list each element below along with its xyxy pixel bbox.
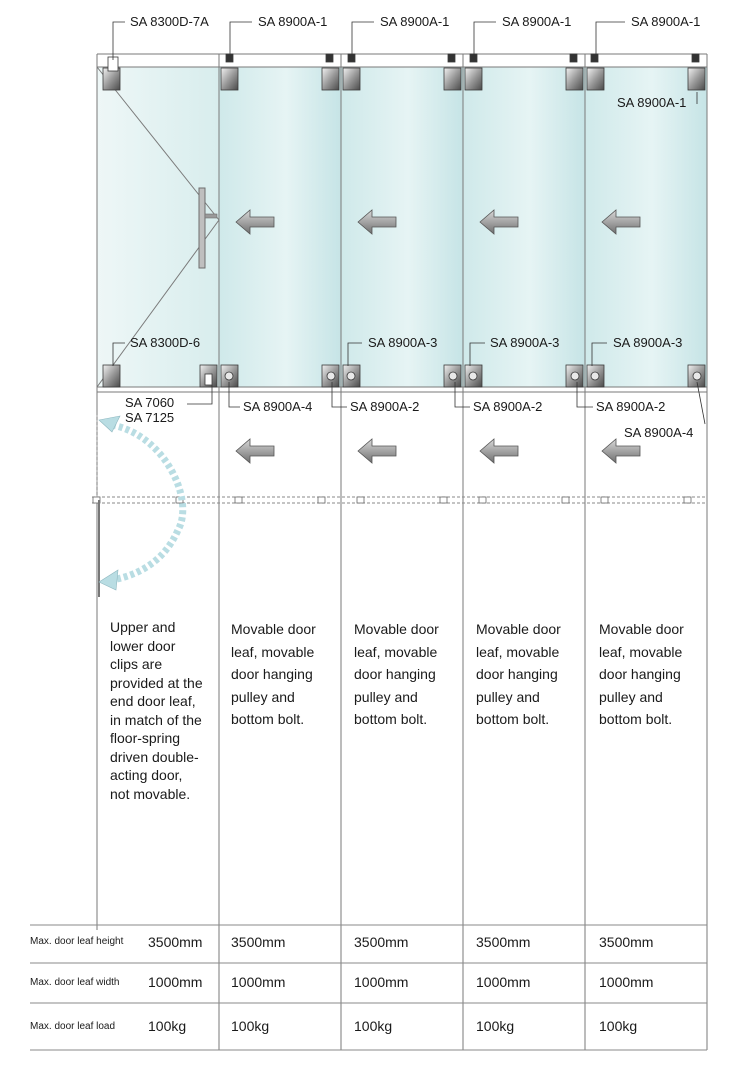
slide-arrow-5 [236,439,274,463]
description-leaf-3: Movable door leaf, movable door hanging pulley and bottom bolt. [354,621,439,727]
swing-door-plan [97,415,183,597]
slide-arrow-6 [358,439,396,463]
glass-panel-2 [219,67,341,387]
cell-load-2: 100kg [231,1018,270,1034]
label-lower-5: SA 8900A-4 [624,425,694,440]
slide-arrow-8 [602,439,640,463]
description-end-leaf: Upper and lower door clips are provided at the end door leaf, in match of the floor-spring driven double- acting door, not movable. [110,619,203,802]
label-sa7125: SA 7125 [125,410,175,425]
row-label-load: Max. door leaf load [30,1021,116,1032]
cell-load-3: 100kg [354,1018,393,1034]
label-top-3: SA 8900A-1 [380,14,450,29]
label-top-2: SA 8900A-1 [258,14,328,29]
label-mid-1: SA 8300D-6 [130,335,201,350]
cell-load-4: 100kg [476,1018,515,1034]
cell-height-1: 3500mm [148,934,203,950]
cell-load-5: 100kg [599,1018,638,1034]
cell-width-3: 1000mm [354,974,409,990]
label-upper-right: SA 8900A-1 [617,95,687,110]
label-top-4: SA 8900A-1 [502,14,572,29]
description-leaf-4: Movable door leaf, movable door hanging pulley and bottom bolt. [476,621,561,727]
label-lower-3: SA 8900A-2 [473,399,543,414]
cell-load-1: 100kg [148,1018,187,1034]
cell-width-4: 1000mm [476,974,531,990]
row-label-width: Max. door leaf width [30,977,120,988]
row-label-height: Max. door leaf height [30,936,124,947]
cell-height-5: 3500mm [599,934,654,950]
label-mid-4: SA 8900A-3 [613,335,683,350]
label-lower-4: SA 8900A-2 [596,399,666,414]
label-sa7060: SA 7060 [125,395,175,410]
label-lower-2: SA 8900A-2 [350,399,420,414]
cell-height-2: 3500mm [231,934,286,950]
label-mid-2: SA 8900A-3 [368,335,438,350]
cell-height-4: 3500mm [476,934,531,950]
label-lower-1: SA 8900A-4 [243,399,313,414]
cell-width-1: 1000mm [148,974,203,990]
cell-height-3: 3500mm [354,934,409,950]
description-leaf-2: Movable door leaf, movable door hanging pulley and bottom bolt. [231,621,316,727]
cell-width-5: 1000mm [599,974,654,990]
slide-arrow-7 [480,439,518,463]
description-leaf-5: Movable door leaf, movable door hanging pulley and bottom bolt. [599,621,684,727]
cell-width-2: 1000mm [231,974,286,990]
label-mid-3: SA 8900A-3 [490,335,560,350]
label-top-5: SA 8900A-1 [631,14,701,29]
label-top-1: SA 8300D-7A [130,14,209,29]
